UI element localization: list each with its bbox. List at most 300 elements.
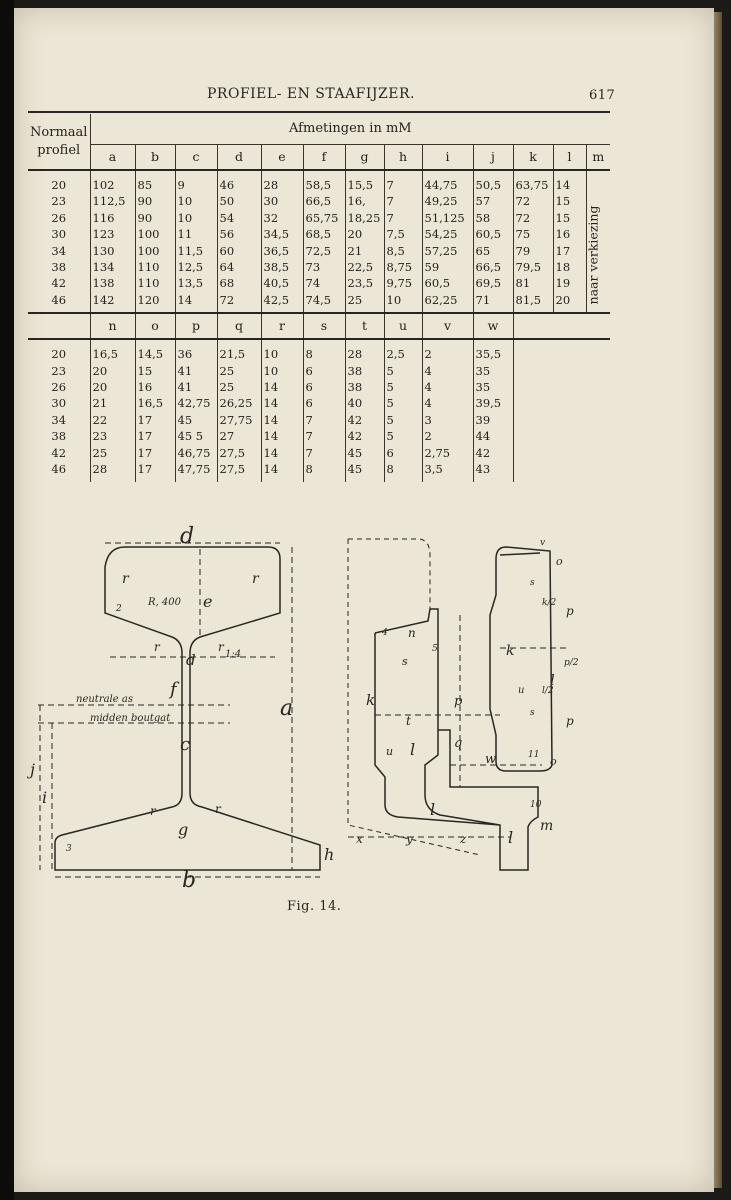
col-header: a [90, 145, 135, 171]
table-cell: 90 [135, 210, 175, 226]
table-cell: 58,5 [303, 170, 345, 193]
label-i: i [42, 788, 48, 807]
table-cell: 27 [217, 428, 261, 444]
table-cell: 25 [217, 363, 261, 379]
table-cell: 56 [217, 226, 261, 242]
table-cell: 16 [135, 379, 175, 395]
rail-profile-figure [30, 524, 579, 893]
table-cell: 42 [473, 445, 513, 461]
table-cell: 42,5 [261, 292, 303, 313]
label-t: t [406, 714, 411, 728]
table-cell: 4 [422, 363, 473, 379]
table-cell: 41 [175, 379, 217, 395]
label-n: n [408, 626, 416, 640]
table-cell: 9 [175, 170, 217, 193]
label-r5: r [150, 804, 156, 818]
label-b: b [182, 868, 197, 893]
figure-caption: Fig. 14. [287, 899, 342, 914]
col-header: n [90, 313, 135, 339]
corner-3: 3 [66, 844, 72, 854]
table-cell: 36 [175, 339, 217, 362]
empty-cell [586, 395, 610, 411]
empty-cell [553, 412, 586, 428]
table-cell: 51,125 [422, 210, 473, 226]
table-cell: 7 [384, 210, 422, 226]
table-cell: 8 [384, 461, 422, 481]
table-cell: 110 [135, 275, 175, 291]
table-cell: 69,5 [473, 275, 513, 291]
table-cell: 134 [90, 259, 135, 275]
table-row [28, 275, 610, 291]
book-gutter-shadow [0, 0, 14, 1200]
col-header: q [217, 313, 261, 339]
table-cell: 72 [513, 193, 553, 209]
table-cell: 2 [422, 428, 473, 444]
label-d1: d [186, 651, 196, 669]
label-bolt-hole: midden boutgat [90, 713, 171, 724]
table-row [28, 292, 610, 313]
m-column-note [578, 200, 608, 310]
table-cell: 59 [422, 259, 473, 275]
table-cell: 7 [303, 445, 345, 461]
table-cell: 45 [175, 412, 217, 428]
table-cell: 123 [90, 226, 135, 242]
label-s2: s [530, 578, 535, 588]
col-header: r [261, 313, 303, 339]
rail-ghost-outline [348, 539, 430, 609]
table-row [28, 445, 610, 461]
table-cell: 5 [384, 412, 422, 428]
table-cell: 15,5 [345, 170, 384, 193]
col-header: k [513, 145, 553, 171]
label-f: f [170, 679, 177, 700]
table-cell: 45 [345, 445, 384, 461]
table-cell: 5 [384, 428, 422, 444]
table-cell: 25 [90, 445, 135, 461]
label-r6: r [215, 802, 221, 816]
table-cell: 64 [217, 259, 261, 275]
table-cell: 15 [553, 193, 586, 209]
col-header: b [135, 145, 175, 171]
table-cell: 8 [303, 339, 345, 362]
table-cell: 81,5 [513, 292, 553, 313]
table-cell: 4 [422, 395, 473, 411]
table-cell: 7 [384, 193, 422, 209]
table-row [28, 339, 610, 362]
label-c: c [180, 734, 191, 755]
table-cell: 71 [473, 292, 513, 313]
table-cell: 100 [135, 243, 175, 259]
table-cell: 6 [303, 395, 345, 411]
empty-cell [553, 445, 586, 461]
table-cell: 5 [384, 395, 422, 411]
table-cell: 17 [135, 428, 175, 444]
table-cell: 40 [345, 395, 384, 411]
table-cell: 17 [135, 445, 175, 461]
table-row [28, 379, 610, 395]
header-rule [28, 111, 610, 113]
table-cell: 16, [345, 193, 384, 209]
label-q: q [454, 736, 463, 751]
table-cell: 18,25 [345, 210, 384, 226]
empty-cell [28, 313, 90, 339]
table-cell: 35 [473, 379, 513, 395]
label-l-half: l/2 [542, 686, 554, 696]
table-cell: 66,5 [303, 193, 345, 209]
empty-cell [513, 313, 610, 339]
table-cell: 23,5 [345, 275, 384, 291]
empty-cell [586, 379, 610, 395]
col-header: w [473, 313, 513, 339]
corner-4: 4 [382, 628, 388, 638]
table-cell: 5 [384, 363, 422, 379]
table-cell: 138 [90, 275, 135, 291]
profile-number: 34 [51, 243, 67, 258]
m-note-text: naar verkiezing [585, 205, 601, 305]
label-r4: r [218, 640, 224, 654]
table-row [28, 461, 610, 481]
table-cell: 44,75 [422, 170, 473, 193]
corner-11: 11 [528, 750, 540, 760]
table-cell: 8 [303, 461, 345, 481]
col-header: o [135, 313, 175, 339]
table-cell: 20 [90, 363, 135, 379]
table-group-header-row [28, 114, 610, 145]
empty-cell [586, 339, 610, 362]
label-p2: p [566, 604, 574, 618]
table-cell: 65,75 [303, 210, 345, 226]
table-cell: 60,5 [473, 226, 513, 242]
table-cell: 6 [384, 445, 422, 461]
table-cell: 116 [90, 210, 135, 226]
col-header: u [384, 313, 422, 339]
label-d: d [180, 524, 195, 549]
profile-number: 26 [51, 380, 67, 395]
label-p-half: p/2 [564, 658, 579, 668]
col-header: j [473, 145, 513, 171]
table-row [28, 170, 610, 193]
table-cell: 28 [261, 170, 303, 193]
table-cell: 14 [261, 428, 303, 444]
empty-cell [553, 379, 586, 395]
table-cell: 8,75 [384, 259, 422, 275]
table-cell: 22,5 [345, 259, 384, 275]
header-line: profiel [37, 142, 81, 158]
table-cell: 16,5 [135, 395, 175, 411]
table-cell: 68,5 [303, 226, 345, 242]
table-cell: 25 [345, 292, 384, 313]
table-cell: 10 [384, 292, 422, 313]
normaal-profiel-header [28, 114, 90, 170]
empty-cell [513, 445, 553, 461]
table-cell: 54,25 [422, 226, 473, 242]
label-g: g [178, 820, 189, 839]
label-o2: o [550, 755, 557, 768]
table-cell: 47,75 [175, 461, 217, 481]
table-cell: 27,5 [217, 461, 261, 481]
corner-2: 2 [116, 604, 122, 614]
label-l3: l [508, 828, 514, 847]
table-cell: 120 [135, 292, 175, 313]
table-cell: 5 [384, 379, 422, 395]
table-cell: 72,5 [303, 243, 345, 259]
label-m: m [540, 818, 554, 834]
table-cell: 38,5 [261, 259, 303, 275]
table-cell: 6 [303, 379, 345, 395]
profile-number: 30 [51, 227, 67, 242]
table-cell: 7 [303, 428, 345, 444]
running-title: PROFIEL- EN STAAFIJZER. [207, 86, 415, 102]
table-cell: 73 [303, 259, 345, 275]
table-cell: 20 [553, 292, 586, 313]
table-cell: 21 [345, 243, 384, 259]
table-cell: 42 [345, 428, 384, 444]
table-cell: 22 [90, 412, 135, 428]
table-cell: 39,5 [473, 395, 513, 411]
empty-cell [586, 412, 610, 428]
table-cell: 72 [513, 210, 553, 226]
table-cell: 10 [175, 210, 217, 226]
table-cell: 3 [422, 412, 473, 428]
col-header: h [384, 145, 422, 171]
table-cell: 42 [345, 412, 384, 428]
table-row [28, 363, 610, 379]
table-cell: 130 [90, 243, 135, 259]
table-cell: 13,5 [175, 275, 217, 291]
table-cell: 2,5 [384, 339, 422, 362]
table-row [28, 243, 610, 259]
table-cell: 38 [345, 363, 384, 379]
table-block-2 [28, 339, 610, 481]
profile-number: 42 [51, 445, 67, 460]
table-cell: 46 [217, 170, 261, 193]
table-cell: 14 [261, 445, 303, 461]
table-cell: 17 [135, 412, 175, 428]
table-cell: 9,75 [384, 275, 422, 291]
profile-number: 23 [51, 363, 67, 378]
empty-cell [553, 363, 586, 379]
table-cell: 43 [473, 461, 513, 481]
label-r2: r [252, 571, 259, 587]
table-cell: 18 [553, 259, 586, 275]
empty-cell [513, 363, 553, 379]
col-header: v [422, 313, 473, 339]
table-block-1 [28, 170, 610, 313]
table-cell: 62,25 [422, 292, 473, 313]
label-y: y [406, 832, 413, 846]
table-cell: 74 [303, 275, 345, 291]
table-cell: 23 [90, 428, 135, 444]
col-header: i [422, 145, 473, 171]
table-row [28, 193, 610, 209]
label-r: r [122, 571, 129, 587]
table-cell: 36,5 [261, 243, 303, 259]
label-h: h [324, 845, 335, 864]
table-cell: 14,5 [135, 339, 175, 362]
empty-cell [553, 395, 586, 411]
label-u2: u [518, 685, 525, 696]
empty-cell [513, 461, 553, 481]
column-header-row-1 [28, 145, 610, 171]
table-cell: 46,75 [175, 445, 217, 461]
column-header-row-2 [28, 313, 610, 339]
table-cell: 3,5 [422, 461, 473, 481]
table-cell: 17 [135, 461, 175, 481]
table-cell: 34,5 [261, 226, 303, 242]
label-x: x [356, 832, 363, 846]
table-cell: 11 [175, 226, 217, 242]
table-cell: 10 [261, 339, 303, 362]
table-cell: 10 [175, 193, 217, 209]
table-cell: 10 [261, 363, 303, 379]
table-cell: 16 [553, 226, 586, 242]
table-cell: 65 [473, 243, 513, 259]
table-row [28, 428, 610, 444]
empty-cell [586, 170, 610, 193]
label-l: l [410, 740, 416, 759]
table-cell: 74,5 [303, 292, 345, 313]
table-cell: 45 [345, 461, 384, 481]
profile-number: 38 [51, 429, 67, 444]
label-p: p [454, 694, 463, 709]
table-cell: 6 [303, 363, 345, 379]
table-cell: 49,25 [422, 193, 473, 209]
corner-5: 5 [432, 644, 438, 654]
table-cell: 35,5 [473, 339, 513, 362]
table-cell: 27,5 [217, 445, 261, 461]
table-cell: 20 [345, 226, 384, 242]
label-u: u [386, 745, 394, 758]
table-cell: 40,5 [261, 275, 303, 291]
table-cell: 14 [261, 395, 303, 411]
table-cell: 2,75 [422, 445, 473, 461]
table-cell: 110 [135, 259, 175, 275]
table-cell: 39 [473, 412, 513, 428]
label-slope: 1:4 [225, 649, 242, 660]
profile-number: 46 [51, 292, 67, 307]
table-cell: 90 [135, 193, 175, 209]
table-cell: 75 [513, 226, 553, 242]
empty-cell [553, 339, 586, 362]
label-s: s [402, 655, 408, 668]
label-k: k [366, 691, 376, 709]
table-cell: 112,5 [90, 193, 135, 209]
table-cell: 85 [135, 170, 175, 193]
table-cell: 57,25 [422, 243, 473, 259]
table-cell: 81 [513, 275, 553, 291]
col-header: m [586, 145, 610, 171]
table-cell: 26,25 [217, 395, 261, 411]
table-cell: 28 [90, 461, 135, 481]
table-cell: 12,5 [175, 259, 217, 275]
table-cell: 14 [261, 412, 303, 428]
table-cell: 100 [135, 226, 175, 242]
empty-cell [513, 395, 553, 411]
label-k-half: k/2 [542, 598, 557, 608]
table-cell: 66,5 [473, 259, 513, 275]
table-cell: 42,75 [175, 395, 217, 411]
table-cell: 4 [422, 379, 473, 395]
table-cell: 32 [261, 210, 303, 226]
empty-cell [586, 461, 610, 481]
table-cell: 11,5 [175, 243, 217, 259]
col-header: l [553, 145, 586, 171]
empty-cell [513, 339, 553, 362]
label-s3: s [530, 708, 535, 718]
corner-10: 10 [530, 800, 542, 810]
table-cell: 7 [384, 170, 422, 193]
label-l2: l [430, 800, 436, 819]
table-cell: 79 [513, 243, 553, 259]
label-w: w [485, 752, 497, 767]
header-line: Normaal [30, 124, 88, 140]
label-v: v [540, 538, 546, 548]
label-a: a [280, 696, 294, 721]
label-k2: k [506, 643, 515, 659]
label-z: z [460, 832, 467, 846]
table-cell: 15 [135, 363, 175, 379]
table-cell: 15 [553, 210, 586, 226]
label-j: j [30, 760, 35, 779]
table-cell: 45 5 [175, 428, 217, 444]
table-cell: 60 [217, 243, 261, 259]
table-cell: 68 [217, 275, 261, 291]
col-header: f [303, 145, 345, 171]
table-row [28, 395, 610, 411]
table-cell: 7 [303, 412, 345, 428]
empty-cell [586, 428, 610, 444]
table-row [28, 412, 610, 428]
table-cell: 50 [217, 193, 261, 209]
table-row [28, 226, 610, 242]
empty-cell [553, 461, 586, 481]
label-o: o [556, 555, 563, 568]
col-header: e [261, 145, 303, 171]
profile-number: 42 [51, 276, 67, 291]
col-header: g [345, 145, 384, 171]
table-cell: 35 [473, 363, 513, 379]
label-r3: r [154, 640, 160, 654]
col-header: c [175, 145, 217, 171]
table-cell: 28 [345, 339, 384, 362]
label-p3: p [566, 714, 574, 728]
table-cell: 14 [553, 170, 586, 193]
empty-cell [586, 363, 610, 379]
table-cell: 14 [175, 292, 217, 313]
col-header: s [303, 313, 345, 339]
label-e: e [203, 592, 213, 611]
table-cell: 58 [473, 210, 513, 226]
label-neutral-axis: neutrale as [76, 694, 133, 705]
table-cell: 102 [90, 170, 135, 193]
empty-cell [513, 379, 553, 395]
empty-cell [513, 428, 553, 444]
table-cell: 27,75 [217, 412, 261, 428]
table-cell: 20 [90, 379, 135, 395]
table-cell: 2 [422, 339, 473, 362]
tie-plate-outline [490, 547, 552, 771]
col-header: t [345, 313, 384, 339]
table-cell: 30 [261, 193, 303, 209]
table-cell: 54 [217, 210, 261, 226]
label-l4: l [550, 671, 555, 689]
table-cell: 14 [261, 379, 303, 395]
profile-number: 34 [51, 412, 67, 427]
table-cell: 72 [217, 292, 261, 313]
table-cell: 79,5 [513, 259, 553, 275]
empty-cell [553, 428, 586, 444]
table-row [28, 259, 610, 275]
